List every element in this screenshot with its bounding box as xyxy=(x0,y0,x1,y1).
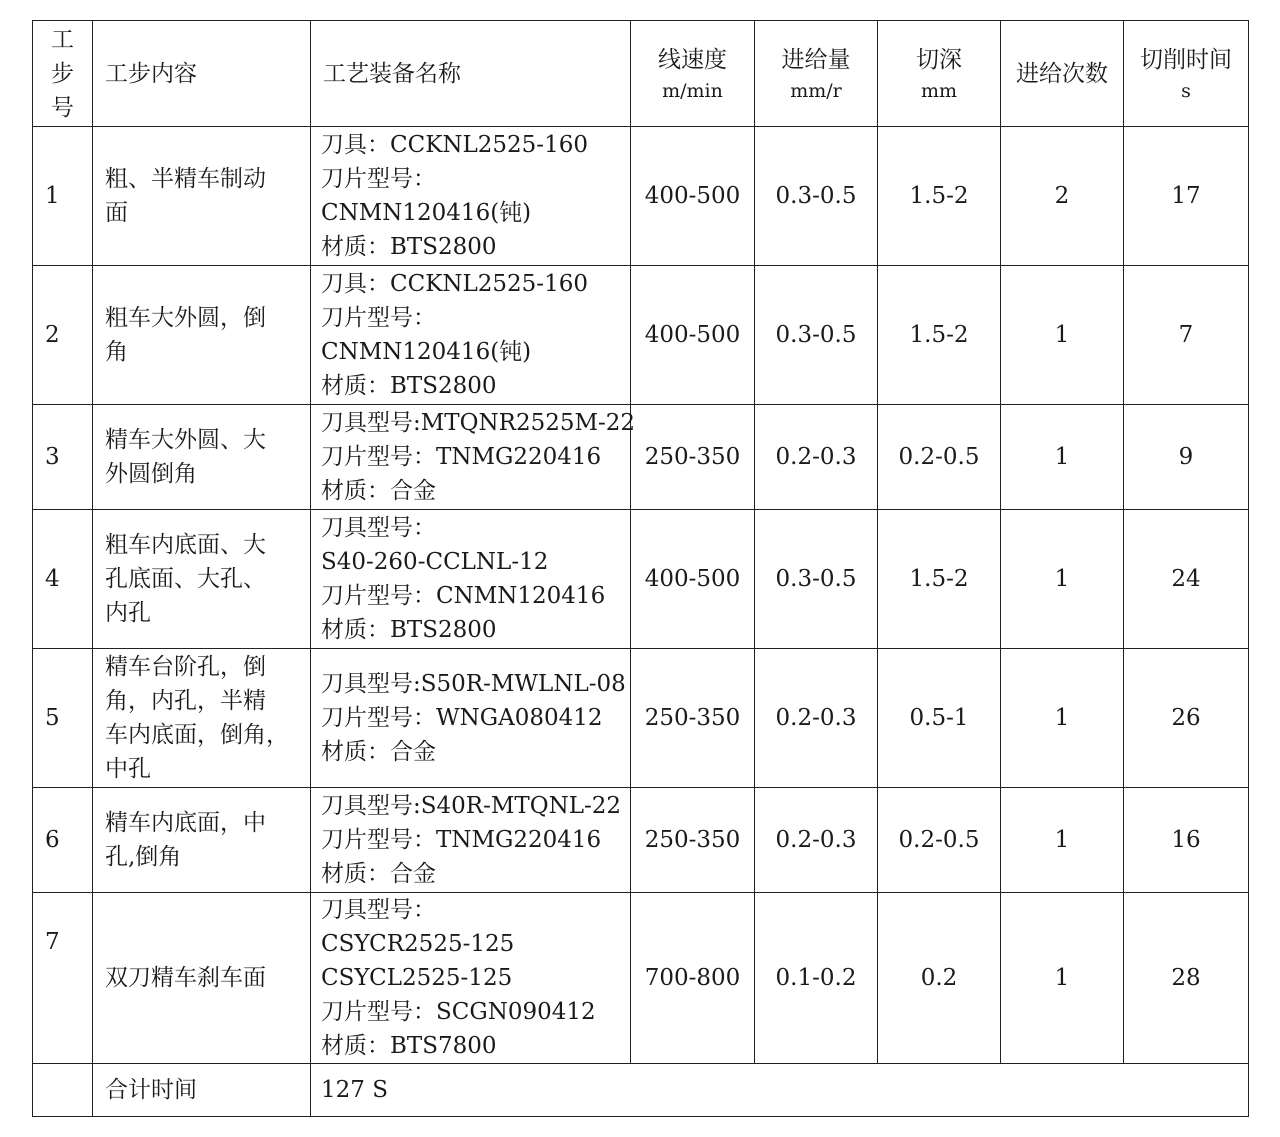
equipment-name xyxy=(311,127,631,266)
step-content xyxy=(93,649,311,788)
pass-count: 1 xyxy=(1001,893,1124,1064)
equipment-line: 刀片型号：TNMG220416 xyxy=(321,827,602,853)
step-content-line: 外圆倒角 xyxy=(105,461,197,487)
equipment-name xyxy=(311,266,631,405)
feed-rate: 0.1-0.2 xyxy=(755,893,878,1064)
equipment-line: 材质：合金 xyxy=(321,861,436,887)
step-content-line: 粗车内底面、大 xyxy=(105,532,266,558)
cut-depth: 1.5-2 xyxy=(878,266,1001,405)
step-content-line: 粗车大外圆，倒 xyxy=(105,305,266,331)
line-speed: 400-500 xyxy=(631,510,755,649)
table-row xyxy=(33,893,1249,1064)
line-speed: 700-800 xyxy=(631,893,755,1064)
cut-depth: 0.2-0.5 xyxy=(878,405,1001,510)
step-content-line: 粗、半精车制动 xyxy=(105,166,266,192)
pass-count: 1 xyxy=(1001,405,1124,510)
step-number: 5 xyxy=(33,649,93,788)
equipment-name xyxy=(311,510,631,649)
header-step-char: 步 xyxy=(51,60,74,87)
step-content-line: 精车内底面，中 xyxy=(105,810,266,836)
step-content xyxy=(93,127,311,266)
feed-rate: 0.2-0.3 xyxy=(755,788,878,893)
equipment-name xyxy=(311,788,631,893)
header-step-content: 工步内容 xyxy=(93,21,311,127)
equipment-line: 材质：合金 xyxy=(321,739,436,765)
feed-rate: 0.3-0.5 xyxy=(755,127,878,266)
header-line-speed-unit: m/min xyxy=(662,79,723,102)
header-feed-unit: mm/r xyxy=(790,79,842,102)
cut-depth: 0.2-0.5 xyxy=(878,788,1001,893)
feed-rate: 0.2-0.3 xyxy=(755,649,878,788)
table-row xyxy=(33,127,1249,266)
cut-time: 24 xyxy=(1124,510,1249,649)
header-equipment-name: 工艺装备名称 xyxy=(311,21,631,127)
header-step-char: 工 xyxy=(51,26,74,53)
cut-depth: 0.5-1 xyxy=(878,649,1001,788)
line-speed: 400-500 xyxy=(631,266,755,405)
header-passes-label: 进给次数 xyxy=(1016,60,1108,87)
step-number: 3 xyxy=(33,405,93,510)
step-number: 1 xyxy=(33,127,93,266)
equipment-line: 刀片型号： xyxy=(321,166,436,192)
pass-count: 1 xyxy=(1001,510,1124,649)
cut-time: 7 xyxy=(1124,266,1249,405)
header-depth-label: 切深 xyxy=(916,46,962,73)
cut-depth: 0.2 xyxy=(878,893,1001,1064)
total-label: 合计时间 xyxy=(93,1064,311,1117)
equipment-line: 刀片型号： xyxy=(321,305,436,331)
feed-rate: 0.3-0.5 xyxy=(755,266,878,405)
line-speed: 250-350 xyxy=(631,788,755,893)
pass-count: 1 xyxy=(1001,649,1124,788)
feed-rate: 0.2-0.3 xyxy=(755,405,878,510)
equipment-line: CNMN120416(钝) xyxy=(321,339,532,365)
step-content-line: 孔,倒角 xyxy=(105,844,182,870)
step-content-line: 双刀精车刹车面 xyxy=(105,965,266,991)
step-content-line: 车内底面，倒角， xyxy=(105,722,289,748)
step-content-line: 角 xyxy=(105,339,128,365)
header-passes xyxy=(1001,21,1124,127)
header-line-speed-label: 线速度 xyxy=(658,46,727,73)
equipment-line: CSYCR2525-125 xyxy=(321,931,515,957)
equipment-line: 刀具型号:MTQNR2525M-22 xyxy=(321,410,636,436)
header-feed xyxy=(755,21,878,127)
header-cut-time-unit: s xyxy=(1181,79,1191,102)
header-step-char: 号 xyxy=(51,94,74,121)
equipment-line: 刀片型号：WNGA080412 xyxy=(321,705,603,731)
table-row xyxy=(33,405,1249,510)
step-content xyxy=(93,405,311,510)
step-content-line: 中孔 xyxy=(105,756,151,782)
equipment-line: 刀具型号： xyxy=(321,897,436,923)
equipment-line: 刀片型号：TNMG220416 xyxy=(321,444,602,470)
table-row xyxy=(33,266,1249,405)
cut-time: 17 xyxy=(1124,127,1249,266)
equipment-line: 刀具：CCKNL2525-160 xyxy=(321,132,588,158)
step-content-line: 面 xyxy=(105,200,128,226)
equipment-name xyxy=(311,649,631,788)
total-value: 127 S xyxy=(311,1064,1249,1117)
step-number: 7 xyxy=(33,893,93,1064)
equipment-line: 材质：BTS2800 xyxy=(321,373,497,399)
equipment-line: 刀具型号:S50R-MWLNL-08 xyxy=(321,671,626,697)
header-cut-time xyxy=(1124,21,1249,127)
equipment-line: 材质：BTS7800 xyxy=(321,1033,497,1059)
step-content-line: 角，内孔，半精 xyxy=(105,688,266,714)
header-feed-label: 进给量 xyxy=(781,46,851,73)
equipment-line: CNMN120416(钝) xyxy=(321,200,532,226)
equipment-line: CSYCL2525-125 xyxy=(321,965,513,991)
header-depth-unit: mm xyxy=(920,79,958,102)
total-row xyxy=(33,1064,1249,1117)
header-line-speed xyxy=(631,21,755,127)
equipment-line: 刀具型号： xyxy=(321,515,436,541)
step-number: 2 xyxy=(33,266,93,405)
table-row xyxy=(33,788,1249,893)
step-content xyxy=(93,510,311,649)
step-content xyxy=(93,893,311,1064)
cut-time: 26 xyxy=(1124,649,1249,788)
equipment-line: S40-260-CCLNL-12 xyxy=(321,549,549,575)
header-row xyxy=(33,21,1249,127)
equipment-line: 材质：BTS2800 xyxy=(321,234,497,260)
line-speed: 250-350 xyxy=(631,405,755,510)
pass-count: 1 xyxy=(1001,788,1124,893)
step-content-line: 内孔 xyxy=(105,600,151,626)
equipment-line: 刀片型号：CNMN120416 xyxy=(321,583,606,609)
equipment-line: 刀具：CCKNL2525-160 xyxy=(321,271,588,297)
table-row xyxy=(33,510,1249,649)
feed-rate: 0.3-0.5 xyxy=(755,510,878,649)
header-step-number xyxy=(33,21,93,127)
step-content xyxy=(93,266,311,405)
process-table xyxy=(32,20,1249,1117)
header-cut-time-label: 切削时间 xyxy=(1140,46,1232,73)
step-number: 6 xyxy=(33,788,93,893)
total-step-empty xyxy=(33,1064,93,1117)
cut-time: 28 xyxy=(1124,893,1249,1064)
step-content-line: 孔底面、大孔、 xyxy=(105,566,266,592)
cut-depth: 1.5-2 xyxy=(878,510,1001,649)
line-speed: 400-500 xyxy=(631,127,755,266)
equipment-line: 刀具型号:S40R-MTQNL-22 xyxy=(321,793,622,819)
cut-time: 9 xyxy=(1124,405,1249,510)
equipment-name xyxy=(311,893,631,1064)
equipment-line: 材质：合金 xyxy=(321,478,436,504)
equipment-name xyxy=(311,405,636,510)
pass-count: 1 xyxy=(1001,266,1124,405)
header-depth xyxy=(878,21,1001,127)
table-row xyxy=(33,649,1249,788)
step-content xyxy=(93,788,311,893)
equipment-line: 刀片型号：SCGN090412 xyxy=(321,999,596,1025)
equipment-line: 材质：BTS2800 xyxy=(321,617,497,643)
step-number: 4 xyxy=(33,510,93,649)
step-content-line: 精车台阶孔，倒 xyxy=(105,654,266,680)
step-content-line: 精车大外圆、大 xyxy=(105,427,266,453)
line-speed: 250-350 xyxy=(631,649,755,788)
cut-depth: 1.5-2 xyxy=(878,127,1001,266)
pass-count: 2 xyxy=(1001,127,1124,266)
cut-time: 16 xyxy=(1124,788,1249,893)
